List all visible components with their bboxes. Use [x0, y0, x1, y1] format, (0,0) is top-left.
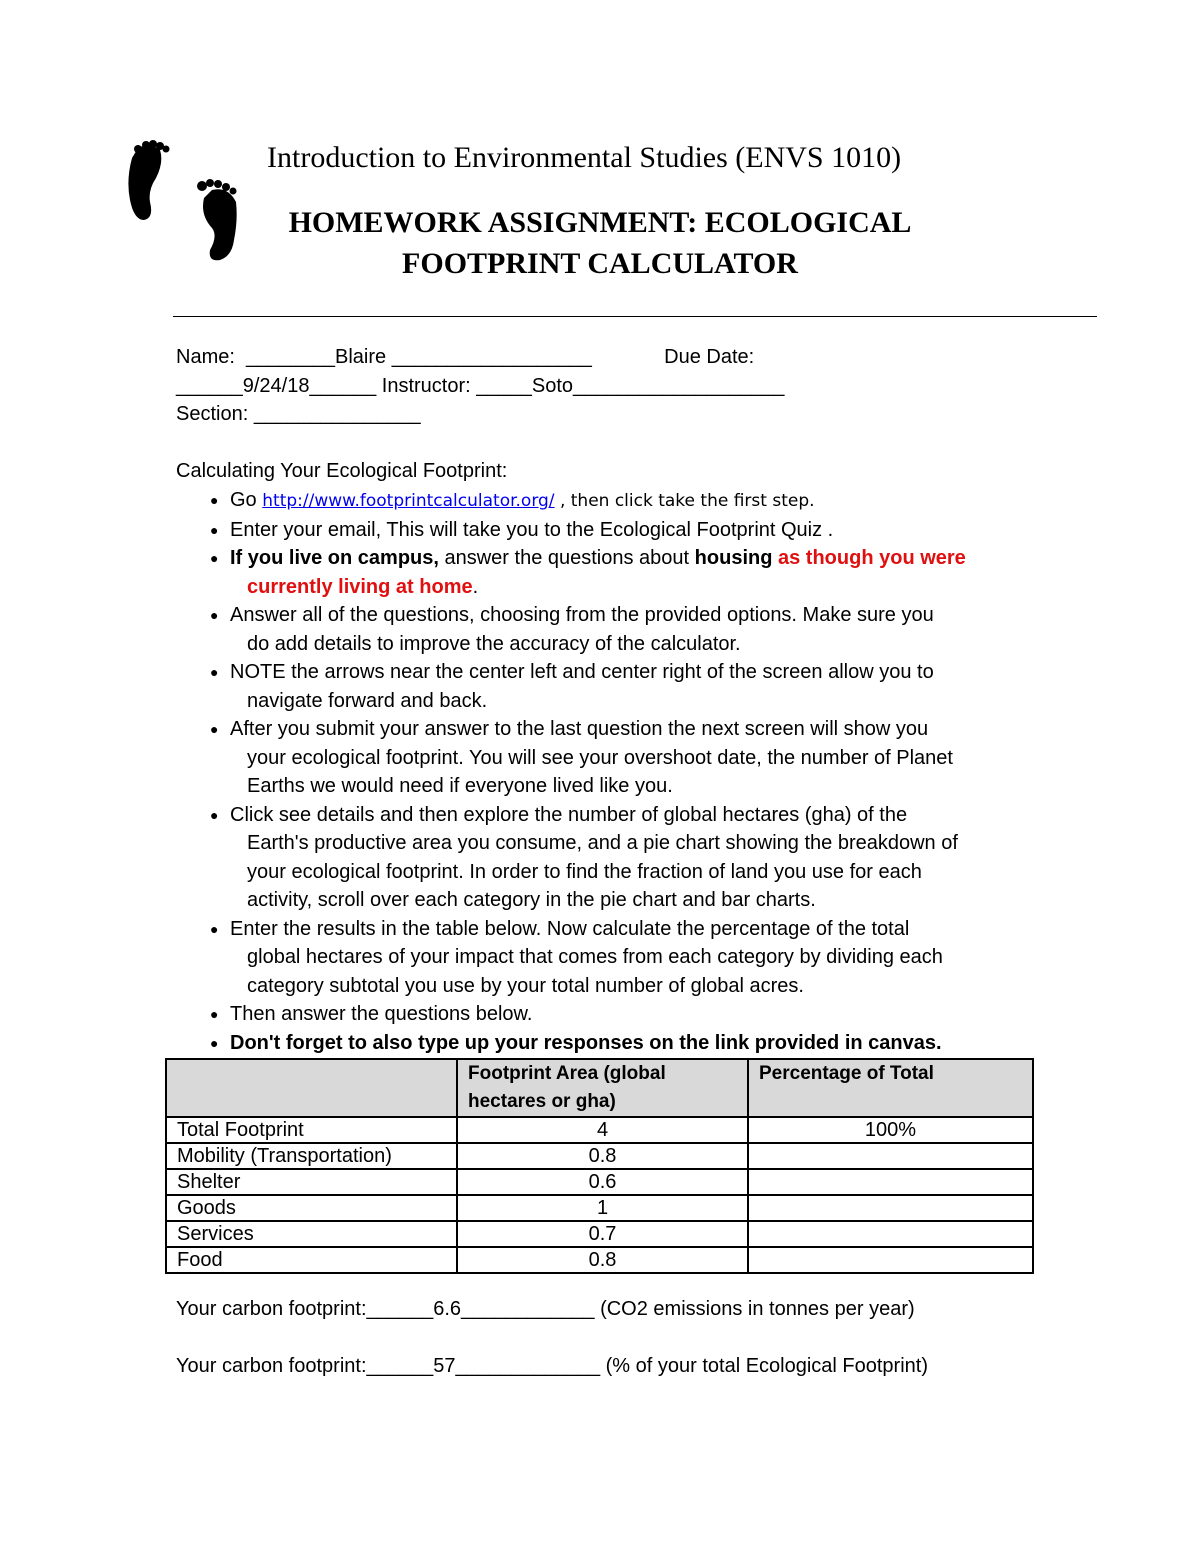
instructions-list	[210, 486, 966, 1057]
footprint-table	[165, 1058, 1034, 1274]
course-title: Introduction to Environmental Studies (ENVS 1010)	[267, 141, 902, 174]
text: Go	[230, 489, 263, 511]
percentage-cell	[748, 1195, 1033, 1221]
text: Enter your email, This will take you to the Ecological Footprint Quiz .	[230, 518, 834, 541]
text: Enter the results in the table below. Now calculate the percentage of the total	[230, 917, 910, 940]
list-item: ● Click see details and then explore the number of global hectares (gha) of the Earth's productive area you consume, and a pie chart showing the breakdown of your ecological footprint. In order to find the fraction of land you use for each activity, scroll over each category in the pie chart and bar charts.	[210, 801, 966, 915]
text: category subtotal you use by your total number of global acres.	[247, 974, 804, 997]
text: as though you were	[772, 547, 966, 569]
instructions-heading: Calculating Your Ecological Footprint:	[176, 460, 508, 482]
percentage-cell	[748, 1143, 1033, 1169]
text: currently living at home	[247, 575, 473, 598]
gha-cell: 0.8	[457, 1247, 748, 1273]
text: housing	[694, 547, 773, 569]
text: Don't forget to also type up your responses on the link provided in canvas.	[230, 1031, 942, 1054]
text: After you submit your answer to the last question the next screen will show you	[230, 718, 929, 740]
percentage-cell	[748, 1221, 1033, 1247]
text: your ecological footprint. In order to find the fraction of land you use for each	[247, 860, 922, 883]
text: If you live on campus,	[230, 547, 439, 569]
header-cell: Percentage of Total	[748, 1059, 1033, 1117]
gha-cell: 0.8	[457, 1143, 748, 1169]
text: global hectares of your impact that comes from each category by dividing each	[247, 946, 943, 968]
header-cell	[166, 1059, 457, 1117]
text: do add details to improve the accuracy of the calculator.	[247, 632, 741, 655]
text: navigate forward and back.	[247, 689, 488, 712]
category-cell: Goods	[166, 1195, 457, 1221]
list-item: ● Answer all of the questions, choosing from the provided options. Make sure you do add details to improve the accuracy of the calculator.	[210, 601, 966, 658]
list-item: ● Don't forget to also type up your responses on the link provided in canvas.	[210, 1031, 942, 1054]
table-row	[166, 1169, 1033, 1195]
percentage-cell	[748, 1169, 1033, 1195]
text: your ecological footprint. You will see your overshoot date, the number of Planet	[247, 746, 953, 769]
table-row	[166, 1195, 1033, 1221]
footprint-calculator-link[interactable]: http://www.footprintcalculator.org/	[262, 491, 555, 511]
student-info	[176, 343, 784, 429]
divider	[173, 316, 1097, 317]
category-cell: Services	[166, 1221, 457, 1247]
category-cell: Mobility (Transportation)	[166, 1143, 457, 1169]
gha-cell: 1	[457, 1195, 748, 1221]
text: activity, scroll over each category in the pie chart and bar charts.	[247, 889, 816, 911]
table-header-row	[166, 1059, 1033, 1117]
footprints-icon	[122, 140, 247, 265]
list-item: ● NOTE the arrows near the center left and center right of the screen allow you to navigate forward and back.	[210, 658, 966, 715]
text: answer the questions about	[438, 547, 695, 569]
assignment-title	[230, 202, 970, 284]
list-item: ● Enter the results in the table below. Now calculate the percentage of the total global hectares of your impact that comes from each category by dividing each category subtotal you use by your total number of global acres.	[210, 915, 966, 1001]
gha-cell: 4	[457, 1117, 748, 1143]
assignment-title-line2: FOOTPRINT CALCULATOR	[402, 247, 798, 280]
category-cell: Food	[166, 1247, 457, 1273]
text: Then answer the questions below.	[230, 1003, 533, 1025]
percentage-cell: 100%	[748, 1117, 1033, 1143]
list-item: ● Enter your email, This will take you to the Ecological Footprint Quiz .	[210, 518, 834, 541]
list-item: ● Go http://www.footprintcalculator.org/ , then click take the first step.	[210, 489, 815, 511]
text: Earth's productive area you consume, and a pie chart showing the breakdown of	[247, 832, 958, 854]
text: Click see details and then explore the number of global hectares (gha) of the	[230, 803, 908, 826]
list-item: ● After you submit your answer to the last question the next screen will show you your ecological footprint. You will see your overshoot date, the number of Planet Earths we would need if everyone lived like you.	[210, 715, 966, 801]
text: , then click take the first step.	[554, 491, 815, 511]
section-line: Section: _______________	[176, 403, 421, 425]
percentage-cell	[748, 1247, 1033, 1273]
table-row	[166, 1143, 1033, 1169]
date-instructor-line: ______9/24/18______ Instructor: _____Soto___________________	[176, 374, 785, 397]
table-row	[166, 1221, 1033, 1247]
gha-cell: 0.7	[457, 1221, 748, 1247]
text: Earths we would need if everyone lived like you.	[247, 775, 673, 797]
table-row	[166, 1247, 1033, 1273]
list-item: ● If you live on campus, answer the questions about housing as though you were currently living at home.	[210, 547, 966, 598]
text: .	[472, 575, 479, 598]
carbon-footprint-tonnes: Your carbon footprint:______6.6____________ (CO2 emissions in tonnes per year)	[176, 1298, 915, 1320]
table-row	[166, 1117, 1033, 1143]
text: Answer all of the questions, choosing from the provided options. Make sure you	[230, 604, 934, 626]
list-item: ● Then answer the questions below.	[210, 1003, 533, 1025]
category-cell: Total Footprint	[166, 1117, 457, 1143]
assignment-title-line1: HOMEWORK ASSIGNMENT: ECOLOGICAL	[288, 206, 912, 239]
carbon-footprint-percent: Your carbon footprint:______57_____________ (% of your total Ecological Footprint)	[176, 1355, 929, 1377]
text: NOTE the arrows near the center left and center right of the screen allow you to	[230, 661, 934, 683]
header-cell: Footprint Area (global hectares or gha)	[457, 1059, 748, 1117]
category-cell: Shelter	[166, 1169, 457, 1195]
name-due-line: Name: ________Blaire __________________ Due Date:	[176, 346, 755, 368]
gha-cell: 0.6	[457, 1169, 748, 1195]
